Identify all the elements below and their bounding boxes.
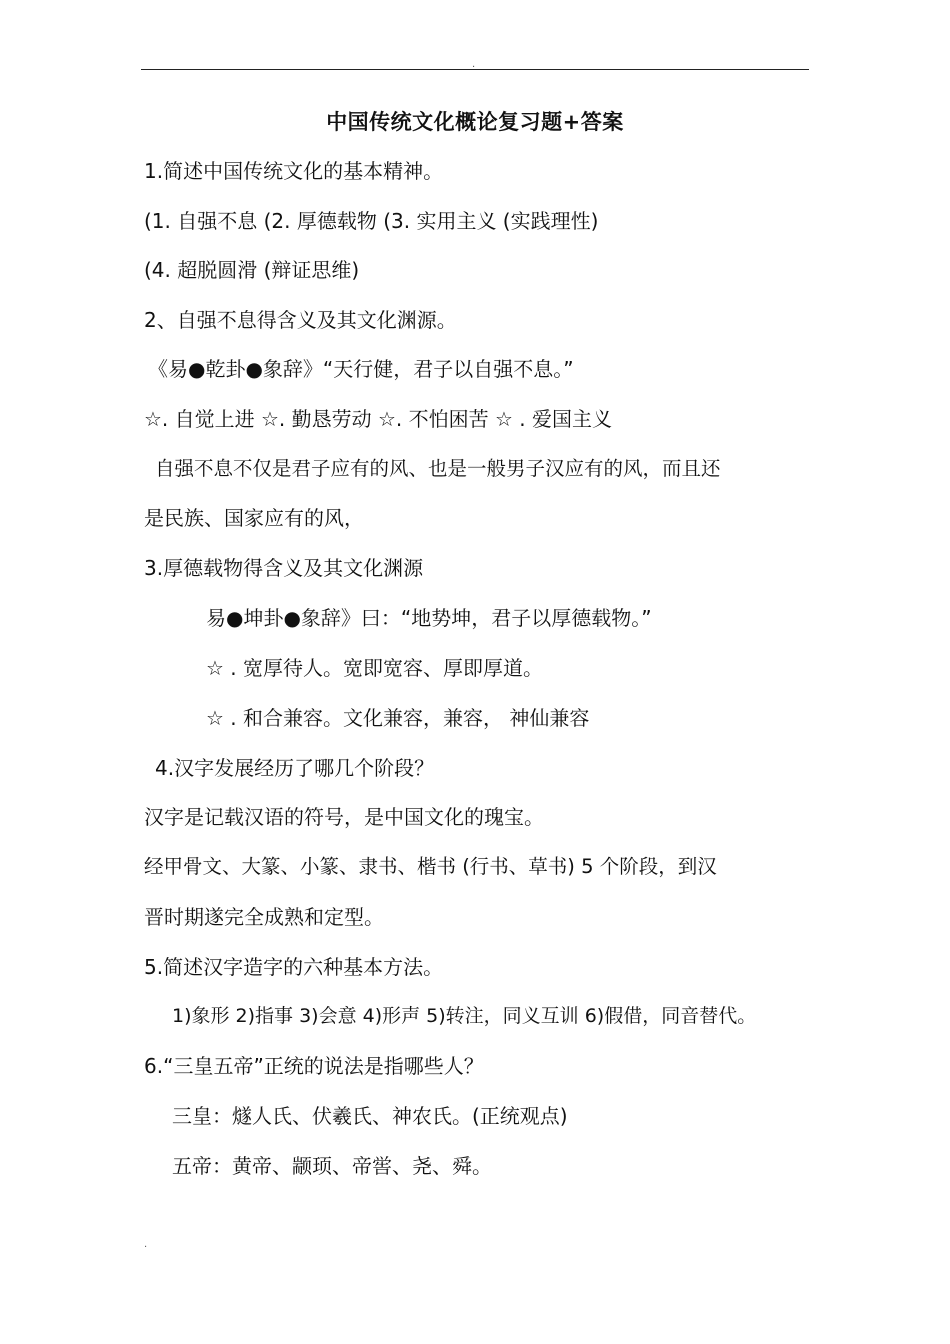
answer-4-line-2: 经甲骨文、大篆、小篆、隶书、楷书 (行书、草书) 5 个阶段，到汉 xyxy=(144,855,717,878)
answer-2-text-line-1: 自强不息不仅是君子应有的风、也是一般男子汉应有的风，而且还 xyxy=(155,457,721,480)
question-2: 2、自强不息得含义及其文化渊源。 xyxy=(144,308,457,332)
answer-3-point-1: ☆ . 宽厚待人。宽即宽容、厚即厚道。 xyxy=(206,656,544,680)
question-5: 5.简述汉字造字的六种基本方法。 xyxy=(144,955,444,979)
answer-1-line-2: (4. 超脱圆滑 (辩证思维) xyxy=(144,258,360,282)
answer-2-quote: 《易●乾卦●象辞》“天行健，君子以自强不息。” xyxy=(148,357,574,381)
answer-2-points: ☆. 自觉上进 ☆. 勤恳劳动 ☆. 不怕困苦 ☆ . 爱国主义 xyxy=(144,407,613,431)
header-dot: . xyxy=(472,59,476,70)
question-1: 1.简述中国传统文化的基本精神。 xyxy=(144,159,444,183)
answer-3-point-2: ☆ . 和合兼容。文化兼容，兼容， 神仙兼容 xyxy=(206,706,590,730)
footer-dot: . xyxy=(144,1239,148,1250)
answer-4-line-3: 晋时期遂完全成熟和定型。 xyxy=(144,905,384,929)
answer-6-line-2: 五帝：黄帝、颛顼、帝喾、尧、舜。 xyxy=(172,1154,492,1178)
answer-6-line-1: 三皇：燧人氏、伏羲氏、神农氏。(正统观点) xyxy=(172,1104,568,1128)
answer-4-line-1: 汉字是记载汉语的符号，是中国文化的瑰宝。 xyxy=(144,805,544,829)
answer-2-text-line-2: 是民族、国家应有的风， xyxy=(144,506,364,530)
question-4: 4.汉字发展经历了哪几个阶段？ xyxy=(155,756,435,780)
document-title: 中国传统文化概论复习题+答案 xyxy=(326,110,624,134)
answer-5: 1)象形 2)指事 3)会意 4)形声 5)转注，同义互训 6)假借，同音替代。 xyxy=(172,1005,757,1027)
question-3: 3.厚德载物得含义及其文化渊源 xyxy=(144,556,424,580)
question-6: 6.“三皇五帝”正统的说法是指哪些人？ xyxy=(144,1054,484,1078)
answer-1-line-1: (1. 自强不息 (2. 厚德载物 (3. 实用主义 (实践理性) xyxy=(144,209,599,233)
answer-3-quote: 易●坤卦●象辞》曰：“地势坤，君子以厚德载物。” xyxy=(206,606,652,630)
